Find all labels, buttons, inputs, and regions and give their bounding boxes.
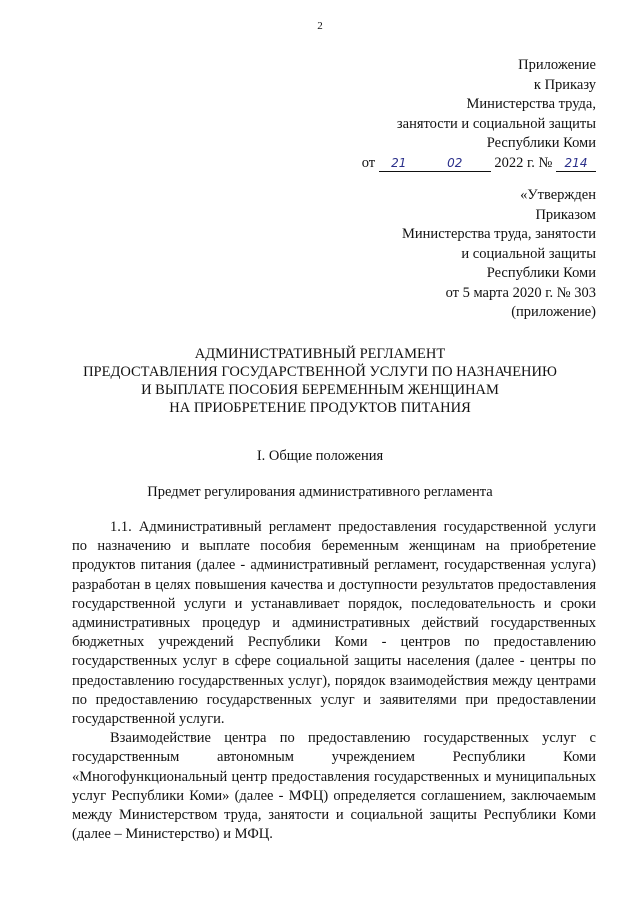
appendix-line: Республики Коми — [486, 135, 596, 151]
appendix-line: Министерства труда, — [466, 96, 596, 112]
section-heading: I. Общие положения — [256, 448, 384, 464]
date-year: 2022 г. № — [494, 154, 553, 171]
title-line: АДМИНИСТРАТИВНЫЙ РЕГЛАМЕНТ — [194, 346, 446, 362]
approved-line: и социальной защиты — [461, 245, 596, 262]
paragraph: 1.1. Административный регламент предоставления государственной услуги по назначению и выплате пособия беременным женщинам на приобретение продуктов питания (далее - административный регламент, государственная услуга) разработан в целях повышения качества и доступности результатов предоставления государственной услуги и устанавливает порядок, последовательность и сроки административных процедур и административных действий государственных бюджетных учреждений Республики Коми - центров по предоставлению государственных услуг в сфере социальной защиты населения (далее - центры по предоставлению государственных услуг), порядок взаимодействия между центрами по предоставлению государственных услуг и заявителями при предоставлении государственной услуги. — [72, 519, 596, 728]
document-title — [50, 345, 590, 417]
appendix-block — [296, 56, 596, 173]
paragraph: Взаимодействие центра по предоставлению государственных услуг с государственным автономным учреждением Республики Коми «Многофункциональный центр предоставления государственных и муниципальных услуг Республики Коми» (далее - МФЦ) определяется соглашением, заключаемым между Министерством труда, занятости и социальной защиты Республики Коми (далее – Министерство) и МФЦ. — [72, 730, 596, 843]
page-number: 2 — [317, 20, 323, 32]
handwritten-day: 21 — [379, 156, 419, 172]
approved-line: Республики Коми — [486, 265, 596, 281]
subject-heading: Предмет регулирования административного регламента — [147, 484, 493, 500]
handwritten-month: 02 — [419, 156, 491, 172]
appendix-line: Приложение — [518, 57, 596, 73]
approved-block — [296, 186, 596, 323]
approved-line: (приложение) — [511, 304, 596, 320]
approved-line: от 5 марта 2020 г. № 303 — [445, 284, 596, 301]
body-text — [72, 518, 596, 844]
title-line: ПРЕДОСТАВЛЕНИЯ ГОСУДАРСТВЕННОЙ УСЛУГИ ПО НАЗНАЧЕНИЮ — [83, 364, 557, 380]
title-line: И ВЫПЛАТЕ ПОСОБИЯ БЕРЕМЕННЫМ ЖЕНЩИНАМ — [141, 382, 499, 398]
appendix-line: занятости и социальной защиты — [396, 115, 596, 132]
approved-line: Министерства труда, занятости — [402, 226, 596, 242]
approved-line: Приказом — [535, 206, 596, 223]
date-prefix: от — [361, 154, 376, 171]
order-date-line — [296, 154, 596, 174]
title-line: НА ПРИОБРЕТЕНИЕ ПРОДУКТОВ ПИТАНИЯ — [169, 400, 471, 416]
handwritten-order-number: 214 — [556, 156, 596, 172]
appendix-line: к Приказу — [533, 76, 596, 93]
approved-line: «Утвержден — [520, 187, 596, 203]
